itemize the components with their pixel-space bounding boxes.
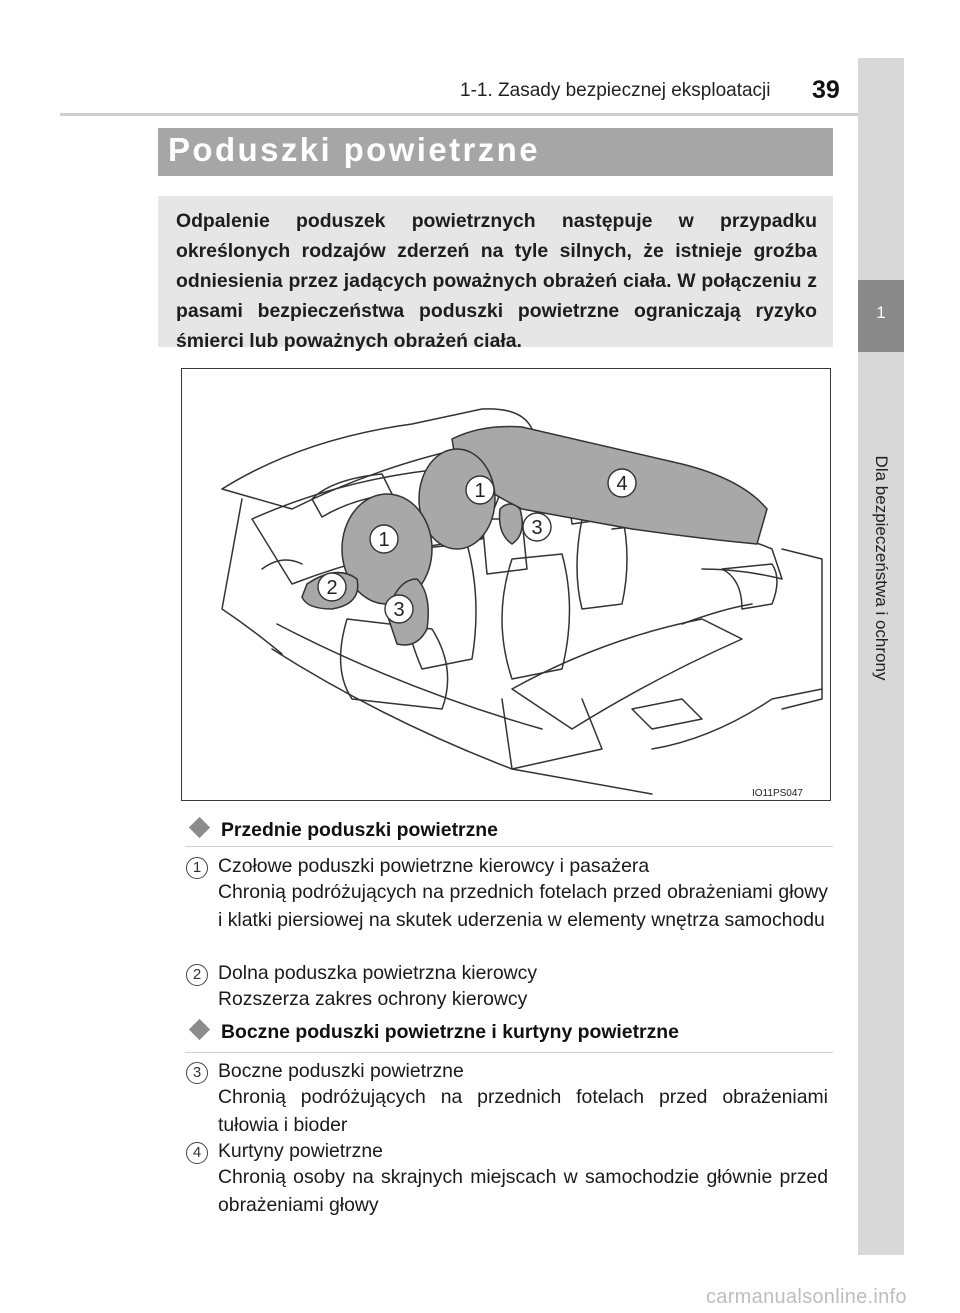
diamond-bullet-icon	[189, 817, 210, 838]
item-title: Czołowe poduszki powietrzne kierowcy i pasażera	[218, 855, 650, 877]
car-interior-drawing	[182, 369, 829, 799]
item-number-badge: 4	[186, 1142, 208, 1164]
section-divider	[185, 846, 833, 847]
page-number: 39	[812, 76, 840, 104]
svg-text:3: 3	[393, 599, 405, 621]
airbag-illustration	[181, 368, 831, 801]
item-description: Chronią osoby na skrajnych miejscach w samochodzie głównie przed obrażeniami głowy	[218, 1166, 828, 1216]
callout-2	[318, 573, 346, 601]
page-title: Poduszki powietrzne	[168, 131, 540, 168]
callout-3-driver	[385, 595, 413, 623]
callout-1-passenger	[466, 476, 494, 504]
header-divider	[60, 113, 858, 116]
callout-1-driver	[370, 525, 398, 553]
item-description: Rozszerza zakres ochrony kierowcy	[218, 988, 528, 1010]
chapter-label: Dla bezpieczeństwa i ochrony	[872, 455, 891, 681]
section-heading-front: Przednie poduszki powietrzne	[192, 819, 498, 842]
callout-3-passenger	[523, 513, 551, 541]
watermark-text: carmanualsonline.info	[706, 1286, 907, 1308]
item-description: Chronią podróżujących na przednich fotelach przed obrażeniami tułowia i bioder	[218, 1086, 828, 1136]
callout-4	[608, 469, 636, 497]
svg-text:3: 3	[531, 517, 543, 539]
svg-text:1: 1	[378, 529, 390, 551]
diamond-bullet-icon	[189, 1019, 210, 1040]
item-number-badge: 2	[186, 964, 208, 986]
item-number-badge: 1	[186, 857, 208, 879]
passenger-side-airbag-shape	[500, 504, 523, 544]
section-heading-side: Boczne poduszki powietrzne i kurtyny powietrzne	[192, 1021, 679, 1044]
item-number-badge: 3	[186, 1062, 208, 1084]
svg-text:1: 1	[474, 480, 486, 502]
running-header: 1-1. Zasady bezpiecznej eksploatacji	[460, 80, 771, 101]
item-title: Boczne poduszki powietrzne	[218, 1060, 464, 1082]
item-title: Dolna poduszka powietrzna kierowcy	[218, 962, 538, 984]
svg-text:4: 4	[616, 473, 628, 495]
item-title: Kurtyny powietrzne	[218, 1140, 383, 1162]
intro-paragraph: Odpalenie poduszek powietrznych następuje w przypadku określonych rodzajów zderzeń na tyle silnych, że istnieje groźba odniesienia przez jadących poważnych obrażeń ciała. W połączeniu z pasami bezpieczeństwa poduszki powietrzne ograniczają ryzyko śmierci lub poważnych obrażeń ciała.	[176, 210, 817, 352]
chapter-number: 1	[876, 303, 886, 322]
item-description: Chronią podróżujących na przednich fotelach przed obrażeniami głowy i klatki piersiowej na skutek uderzenia w elementy wnętrza samochodu	[218, 881, 828, 931]
svg-text:2: 2	[326, 577, 338, 599]
figure-code: IO11PS047	[752, 788, 803, 799]
section-divider	[185, 1052, 833, 1053]
